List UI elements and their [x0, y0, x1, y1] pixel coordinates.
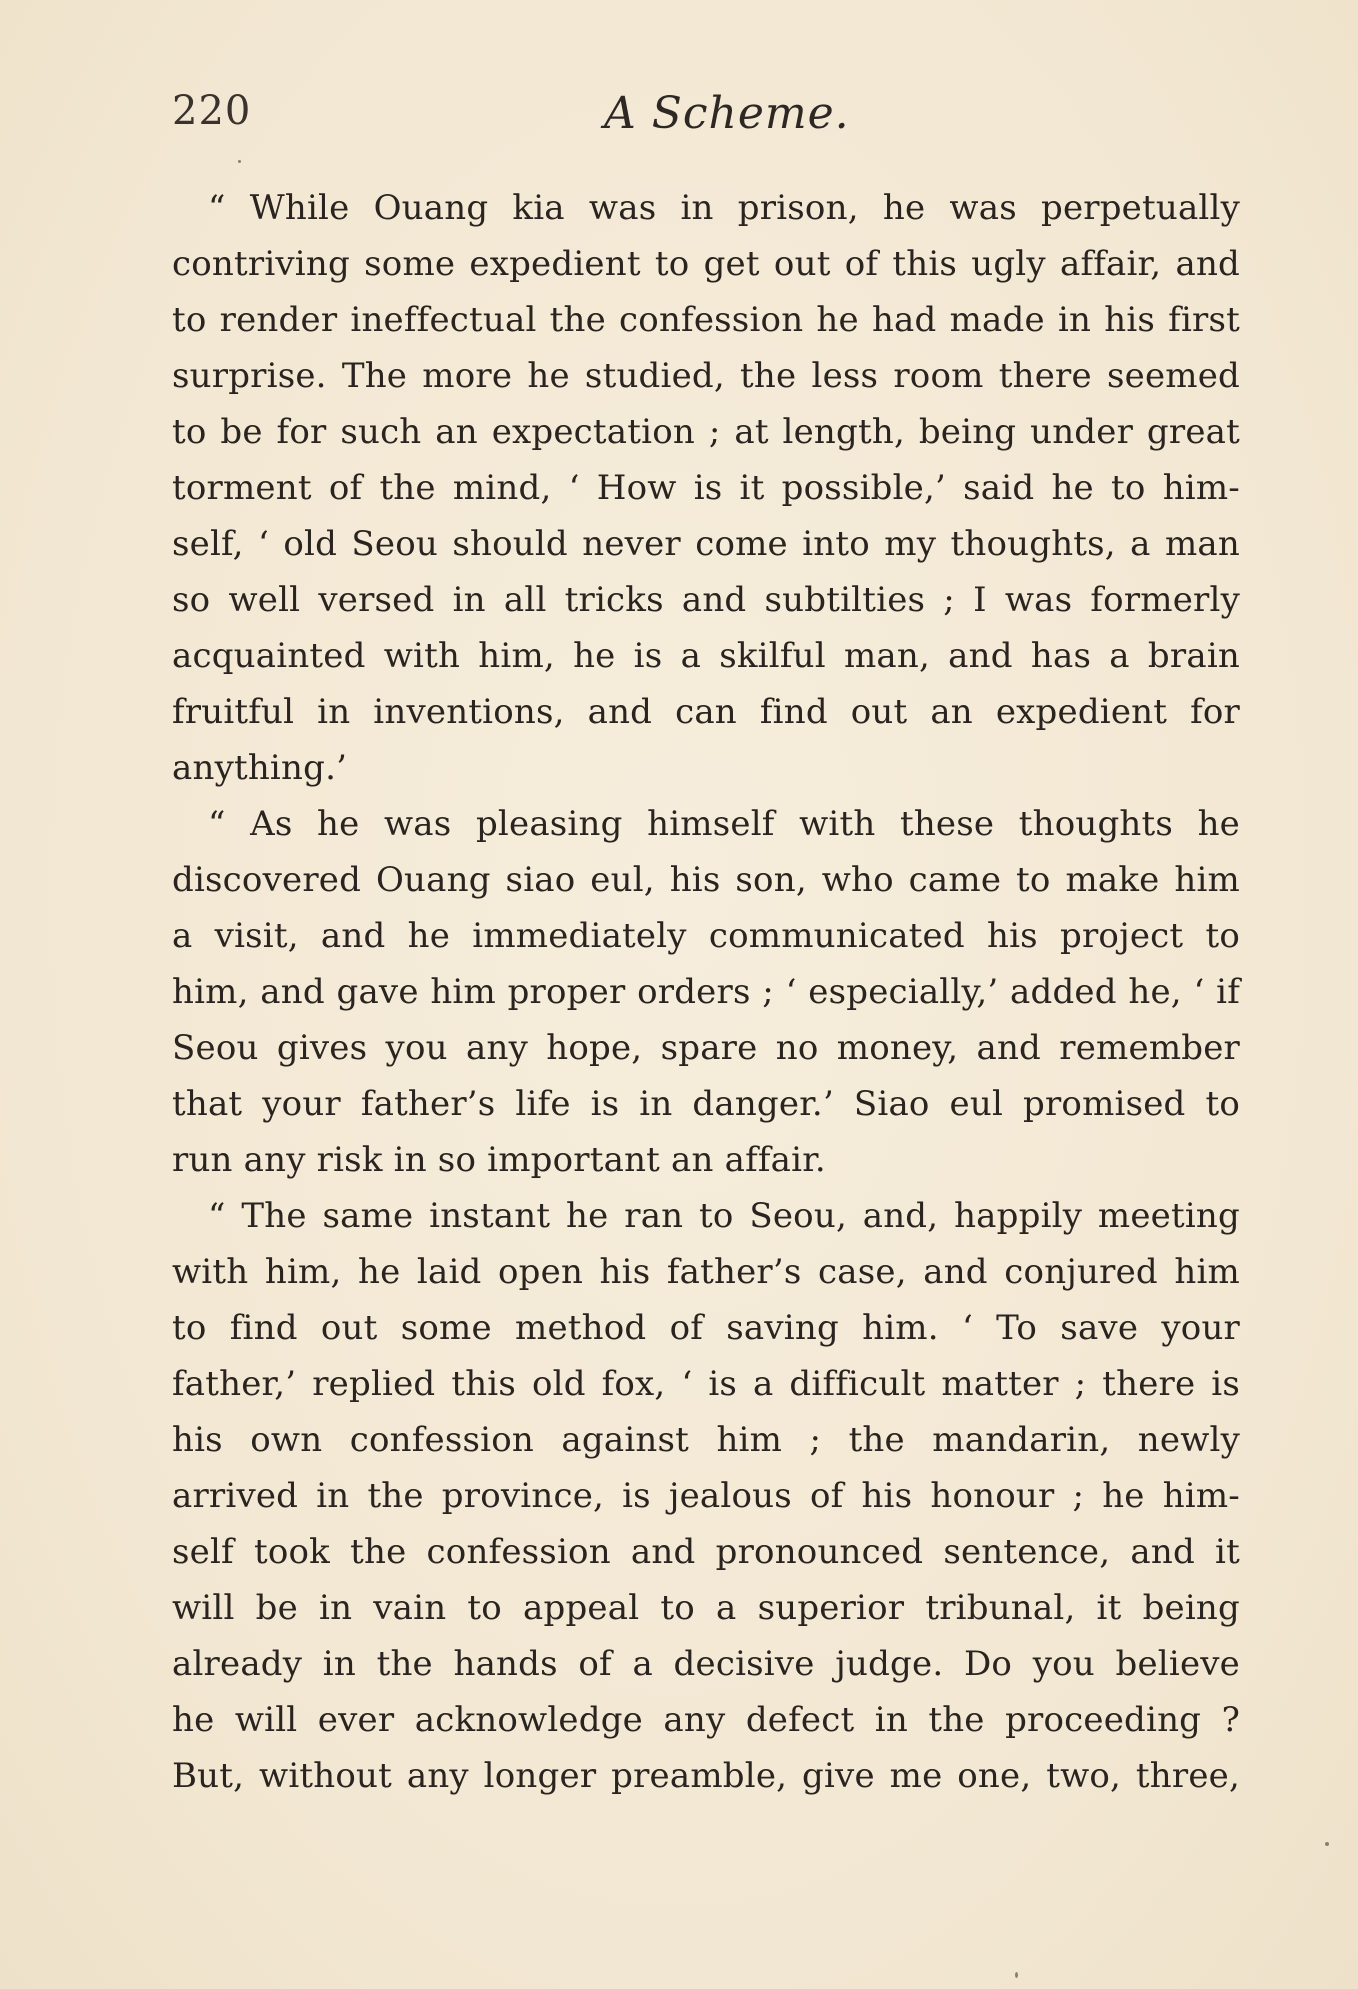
- paper-speck: [238, 160, 241, 163]
- text-line: him, and gave him proper orders ; ‘ especially,’ added he, ‘ if: [172, 972, 1240, 1012]
- text-line: “ While Ouang kia was in prison, he was perpetually: [208, 188, 1240, 228]
- text-line: will be in vain to appeal to a superior tribunal, it being: [172, 1588, 1240, 1628]
- text-line: self took the confession and pronounced sentence, and it: [172, 1532, 1240, 1572]
- text-line: so well versed in all tricks and subtilties ; I was formerly: [172, 580, 1240, 620]
- text-line: arrived in the province, is jealous of his honour ; he him-: [172, 1476, 1240, 1516]
- text-line: contriving some expedient to get out of this ugly affair, and: [172, 244, 1240, 284]
- text-line: self, ‘ old Seou should never come into my thoughts, a man: [172, 524, 1240, 564]
- text-line: to render ineffectual the confession he had made in his first: [172, 300, 1240, 340]
- text-line: discovered Ouang siao eul, his son, who came to make him: [172, 860, 1240, 900]
- text-line: that your father’s life is in danger.’ Siao eul promised to: [172, 1084, 1240, 1124]
- text-line: “ The same instant he ran to Seou, and, happily meeting: [208, 1196, 1240, 1236]
- text-line: surprise. The more he studied, the less room there seemed: [172, 356, 1240, 396]
- body-text: [172, 180, 1240, 1804]
- running-title: A Scheme.: [604, 88, 850, 139]
- text-line: his own confession against him ; the mandarin, newly: [172, 1420, 1240, 1460]
- text-line: father,’ replied this old fox, ‘ is a difficult matter ; there is: [172, 1364, 1240, 1404]
- text-line: fruitful in inventions, and can find out an expedient for: [172, 692, 1240, 732]
- page-header: [172, 88, 1252, 148]
- paper-speck: [1325, 1842, 1329, 1846]
- text-line: Seou gives you any hope, spare no money, and remember: [172, 1028, 1240, 1068]
- text-line: to find out some method of saving him. ‘ To save your: [172, 1308, 1240, 1348]
- text-line: torment of the mind, ‘ How is it possible,’ said he to him-: [172, 468, 1240, 508]
- page-number: 220: [172, 88, 252, 134]
- text-line: with him, he laid open his father’s case, and conjured him: [172, 1252, 1240, 1292]
- text-line: anything.’: [172, 748, 348, 788]
- text-line: he will ever acknowledge any defect in the proceeding ?: [172, 1700, 1240, 1740]
- text-line: “ As he was pleasing himself with these thoughts he: [208, 804, 1240, 844]
- text-line: run any risk in so important an affair.: [172, 1140, 826, 1180]
- text-line: acquainted with him, he is a skilful man, and has a brain: [172, 636, 1240, 676]
- text-line: to be for such an expectation ; at length, being under great: [172, 412, 1240, 452]
- text-line: already in the hands of a decisive judge. Do you believe: [172, 1644, 1240, 1684]
- text-line: a visit, and he immediately communicated his project to: [172, 916, 1240, 956]
- paper-speck: [1015, 1972, 1018, 1978]
- text-line: But, without any longer preamble, give me one, two, three,: [172, 1756, 1240, 1796]
